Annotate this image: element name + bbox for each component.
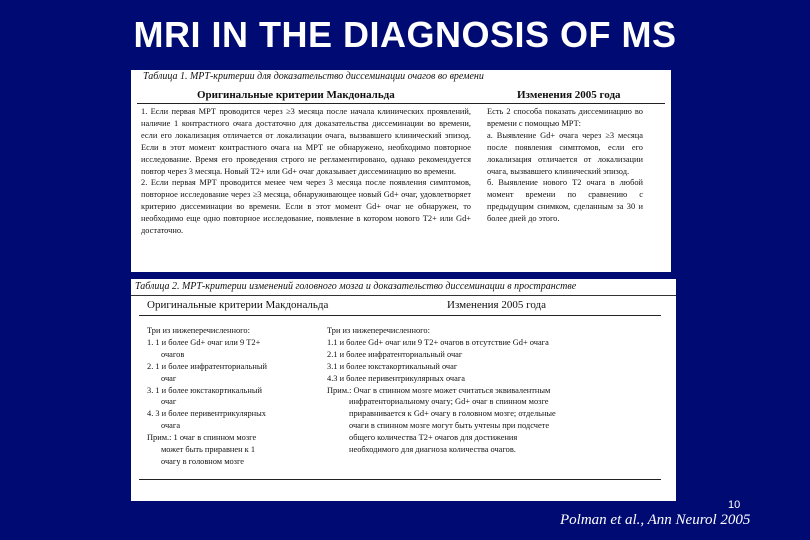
slide-title: MRI IN THE DIAGNOSIS OF MS <box>133 14 677 55</box>
table2-bottom-divider <box>139 479 661 480</box>
table2-changes-line: необходимого для диагноза количества очагов. <box>349 445 516 455</box>
table2-original-line: очагу в головном мозге <box>161 456 245 466</box>
table2-changes-line: очаги в спинном мозге могут быть учтены при подсчете <box>349 421 550 431</box>
table2-changes-line: 3.1 и более юкстакортикальный очаг <box>327 361 458 371</box>
page-number: 10 <box>728 499 741 511</box>
table2-header-original: Оригинальные критерии Макдональда <box>147 299 329 311</box>
table1-original-column <box>141 106 471 237</box>
table2-changes-line: приравнивается к Gd+ очагу в головном мозге; отдельные <box>349 409 556 419</box>
table2-original-line: Прим.: 1 очаг в спинном мозге <box>147 433 257 443</box>
table2-original-column <box>147 325 313 468</box>
table2-divider <box>139 315 661 316</box>
table2-changes-line: 2.1 и более инфратенториальный очаг <box>327 349 463 359</box>
table2-header-changes: Изменения 2005 года <box>447 299 546 311</box>
table2-original-line: очаг <box>161 373 177 383</box>
table1-changes-column <box>487 106 643 225</box>
table2-top-divider <box>131 295 676 296</box>
table1-divider <box>137 103 665 104</box>
table2-original-line: 2. 1 и более инфратенториальный <box>147 361 268 371</box>
table2-original-line: 3. 1 и более юкстакортикальный <box>147 385 262 395</box>
table2-changes-column <box>327 325 663 456</box>
table2-changes-line: общего количества Т2+ очагов для достижения <box>349 433 518 443</box>
table2-changes-line: Три из нижеперечисленного: <box>327 326 430 335</box>
table1-header-original: Оригинальные критерии Макдональда <box>197 89 395 101</box>
table1-original-paragraph: 1. Если первая МРТ проводится через ≥3 месяца после начала клинических проявлений, наличие 1 контрастного очага достаточно для доказательства диссеминации во времени, если его локализация отличается от локализации очага, вызвавшего клинический эпизод. Если в этот момент контрастного очага на МРТ не обнаружено, необходимо повторное исследование. Время его проведения строго не регламентировано, однако рекомендуется повтор через 3 месяца. Новый Т2+ или Gd+ очаг доказывает диссеминацию во времени. <box>141 107 471 176</box>
table2-changes-line: 4.3 и более перивентрикулярных очага <box>327 373 466 383</box>
table1-header-changes: Изменения 2005 года <box>517 89 621 101</box>
table2-original-line: 4. 3 и более перивентрикулярных <box>147 409 266 419</box>
table2-scan <box>131 279 676 501</box>
table1-changes-paragraph: Есть 2 способа показать диссеминацию во времени с помощью МРТ: <box>487 107 643 128</box>
table1-original-paragraph: 2. Если первая МРТ проводится менее чем через 3 месяца после появления симптомов, повторное исследование через ≥3 месяца, обнаруживающее новый Gd+ очаг, удовлетворяет критерию диссеминации во времени. Если в этот момент Gd+ очаг не обнаружен, то необходимо еще одно повторное исследование, появление в котором нового Т2+ или Gd+ достаточно. <box>141 178 471 236</box>
table2-changes-line: 1.1 и более Gd+ очаг или 9 Т2+ очагов в отсутствие Gd+ очага <box>327 337 549 347</box>
table1-scan <box>131 70 671 272</box>
table1-changes-paragraph: б. Выявление нового Т2 очага в любой момент времени по сравнению с предыдущим снимком, сделанным за 30 и более дней до этого. <box>487 178 643 224</box>
table1-changes-paragraph: а. Выявление Gd+ очага через ≥3 месяца после появления симптомов, если его локализация отличается от локализации очага, вызвавшего клинический эпизод. <box>487 130 643 176</box>
table1-caption: Таблица 1. МРТ-критерии для доказательство диссеминации очагов во времени <box>143 71 484 82</box>
citation: Polman et al., Ann Neurol 2005 <box>560 512 751 528</box>
table2-original-line: Три из нижеперечисленного: <box>147 326 250 335</box>
table2-changes-line: Прим.: Очаг в спинном мозге может считаться эквивалентным <box>327 385 551 395</box>
table2-original-line: очаг <box>161 397 177 407</box>
table2-original-line: очагов <box>161 349 185 359</box>
table2-changes-line: инфратенториальному очагу; Gd+ очаг в спинном мозге <box>349 397 549 407</box>
table2-caption: Таблица 2. МРТ-критерии изменений головного мозга и доказательство диссеминации в пространстве <box>135 281 577 292</box>
table2-original-line: очага <box>161 421 181 431</box>
table2-original-line: 1. 1 и более Gd+ очаг или 9 Т2+ <box>147 337 261 347</box>
table2-original-line: может быть приравнен к 1 <box>161 445 256 455</box>
